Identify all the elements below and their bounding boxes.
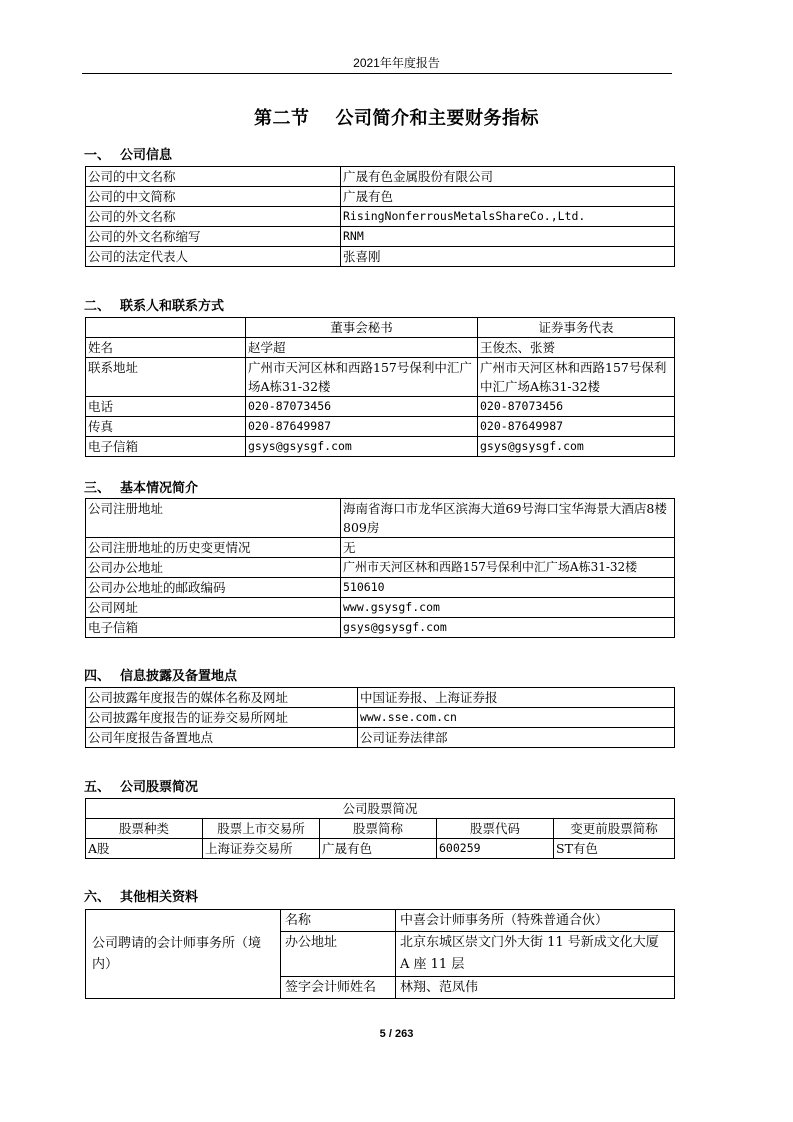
header-divider (82, 73, 672, 74)
label-cell: 公司注册地址 (86, 499, 341, 538)
value-cell: 北京东城区崇文门外大街 11 号新成文化大厦 A 座 11 层 (396, 932, 675, 977)
label-cell: 公司办公地址的邮政编码 (86, 578, 341, 598)
label-cell: 公司注册地址的历史变更情况 (86, 538, 341, 558)
chapter-title (0, 104, 793, 130)
label-cell: 名称 (281, 910, 396, 932)
secretary-email[interactable]: gsys@gsysgf.com (246, 437, 478, 457)
section-heading-disclosure: 四、 信息披露及备置地点 (84, 669, 238, 684)
stock-name-cell: 广晟有色 (320, 839, 437, 859)
table-row (86, 417, 675, 437)
table-row (86, 338, 675, 358)
header-cell: 股票种类 (86, 819, 203, 839)
table-row (86, 167, 675, 187)
page-number: 5 / 263 (379, 1028, 414, 1040)
table-row (86, 187, 675, 207)
table-row (86, 358, 675, 397)
value-cell: RisingNonferrousMetalsShareCo.,Ltd. (341, 207, 675, 227)
disclosure-table (85, 687, 675, 748)
label-cell: 电子信箱 (86, 618, 341, 638)
label-cell: 公司的外文名称 (86, 207, 341, 227)
other-info-table (85, 909, 675, 999)
rep-cell: 广州市天河区林和西路157号保利中汇广场A栋31-32楼 (478, 358, 675, 397)
chapter-number: 第二节 (254, 108, 310, 129)
value-cell: 510610 (341, 578, 675, 598)
table-row (86, 247, 675, 267)
section-heading-company-info: 一、 公司信息 (84, 148, 173, 163)
company-info-table (85, 166, 675, 267)
label-cell: 电话 (86, 397, 246, 417)
value-cell: 海南省海口市龙华区滨海大道69号海口宝华海景大酒店8楼809房 (341, 499, 675, 538)
value-cell: 公司证券法律部 (358, 728, 675, 748)
value-cell: 广州市天河区林和西路157号保利中汇广场A栋31-32楼 (341, 558, 675, 578)
exchange-website-link[interactable]: www.sse.com.cn (358, 708, 675, 728)
table-row (86, 437, 675, 457)
label-cell: 公司的中文简称 (86, 187, 341, 207)
contact-table (85, 317, 675, 457)
label-cell: 联系地址 (86, 358, 246, 397)
table-row (86, 598, 675, 618)
stock-exchange-cell: 上海证券交易所 (203, 839, 320, 859)
table-row (86, 397, 675, 417)
table-row (86, 708, 675, 728)
table-row (86, 839, 675, 859)
label-cell: 姓名 (86, 338, 246, 358)
table-row (86, 688, 675, 708)
rep-email[interactable]: gsys@gsysgf.com (478, 437, 675, 457)
secretary-cell: 020-87649987 (246, 417, 478, 437)
value-cell: 林翔、范凤伟 (396, 977, 675, 999)
label-cell: 公司年度报告备置地点 (86, 728, 358, 748)
value-cell: 广晟有色金属股份有限公司 (341, 167, 675, 187)
rep-cell: 王俊杰、张赟 (478, 338, 675, 358)
label-cell: 电子信箱 (86, 437, 246, 457)
label-cell: 公司的法定代表人 (86, 247, 341, 267)
rep-cell: 020-87073456 (478, 397, 675, 417)
value-cell: 张喜刚 (341, 247, 675, 267)
page-header: 2021年年度报告 (353, 56, 440, 70)
table-row (86, 207, 675, 227)
table-row (86, 538, 675, 558)
value-cell: 无 (341, 538, 675, 558)
section-heading-stock: 五、 公司股票简况 (84, 780, 199, 795)
label-cell: 签字会计师姓名 (281, 977, 396, 999)
chapter-name: 公司简介和主要财务指标 (335, 108, 539, 129)
stock-code-cell: 600259 (437, 839, 554, 859)
table-row (86, 618, 675, 638)
section-heading-other: 六、 其他相关资料 (84, 890, 199, 905)
stock-table (85, 798, 675, 859)
rep-cell: 020-87649987 (478, 417, 675, 437)
table-caption-row (86, 799, 675, 819)
table-row (86, 499, 675, 538)
label-cell: 传真 (86, 417, 246, 437)
label-cell: 公司披露年度报告的证券交易所网址 (86, 708, 358, 728)
label-cell: 公司办公地址 (86, 558, 341, 578)
email-link[interactable]: gsys@gsysgf.com (341, 618, 675, 638)
table-header-row (86, 318, 675, 338)
header-cell: 股票上市交易所 (203, 819, 320, 839)
label-cell: 公司的中文名称 (86, 167, 341, 187)
website-link[interactable]: www.gsysgf.com (341, 598, 675, 618)
table-row (86, 578, 675, 598)
table-row (86, 910, 675, 932)
header-cell (86, 318, 246, 338)
header-cell: 股票简称 (320, 819, 437, 839)
label-cell: 公司的外文名称缩写 (86, 227, 341, 247)
stock-table-caption: 公司股票简况 (86, 799, 675, 819)
table-row (86, 558, 675, 578)
section-heading-contact: 二、 联系人和联系方式 (84, 299, 225, 314)
header-cell: 董事会秘书 (246, 318, 478, 338)
stock-type-cell: A股 (86, 839, 203, 859)
secretary-cell: 广州市天河区林和西路157号保利中汇广场A栋31-32楼 (246, 358, 478, 397)
table-row (86, 728, 675, 748)
previous-name-cell: ST有色 (554, 839, 675, 859)
section-heading-basic-info: 三、 基本情况简介 (84, 481, 199, 496)
table-header-row (86, 819, 675, 839)
secretary-cell: 020-87073456 (246, 397, 478, 417)
secretary-cell: 赵学超 (246, 338, 478, 358)
accounting-firm-label: 公司聘请的会计师事务所（境内） (86, 910, 281, 999)
basic-info-table (85, 498, 675, 638)
table-row (86, 227, 675, 247)
label-cell: 办公地址 (281, 932, 396, 977)
header-cell: 证券事务代表 (478, 318, 675, 338)
header-cell: 股票代码 (437, 819, 554, 839)
value-cell: 广晟有色 (341, 187, 675, 207)
label-cell: 公司网址 (86, 598, 341, 618)
label-cell: 公司披露年度报告的媒体名称及网址 (86, 688, 358, 708)
value-cell: 中喜会计师事务所（特殊普通合伙） (396, 910, 675, 932)
header-cell: 变更前股票简称 (554, 819, 675, 839)
value-cell: RNM (341, 227, 675, 247)
value-cell: 中国证券报、上海证券报 (358, 688, 675, 708)
